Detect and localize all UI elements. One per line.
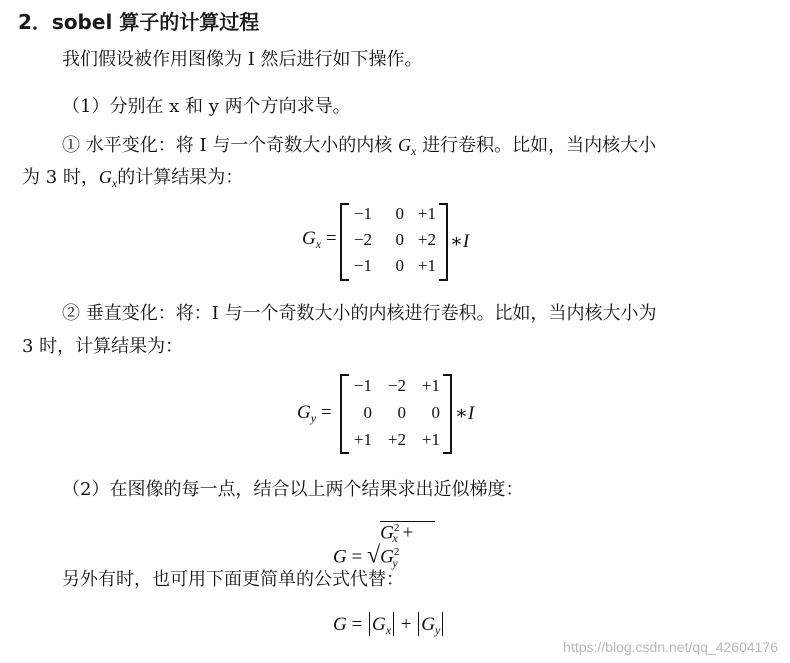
simpler-formula-paragraph: 另外有时，也可用下面更简单的公式代替： — [62, 569, 404, 590]
gradient-sqrt-formula: G = √ $G^2_x + G^2_y$ — [333, 522, 435, 571]
horizontal-change-text-2: 进行卷积。比如，当内核大小 — [422, 135, 657, 156]
matrix-cell: 0 — [431, 403, 440, 422]
gx-label: $G_x$ = — [302, 228, 337, 251]
gx-inline-symbol-2: $G_x$ — [98, 167, 118, 190]
gy-convolve-image: ∗I — [455, 403, 475, 424]
matrix-cell: +1 — [421, 430, 440, 449]
matrix-cell: −2 — [387, 376, 406, 395]
matrix-cell: −1 — [353, 204, 372, 223]
section-heading: 2．sobel 算子的计算过程 — [18, 10, 260, 34]
matrix-cell: +2 — [417, 230, 436, 249]
matrix-cell: 0 — [395, 256, 404, 275]
matrix-cell: 0 — [395, 230, 404, 249]
matrix-cell: 0 — [363, 403, 372, 422]
intro-paragraph: 我们假设被作用图像为 I 然后进行如下操作。 — [62, 49, 423, 70]
gradient-abs-formula: $G = G_x + G_y$ — [333, 612, 445, 638]
gy-matrix — [340, 374, 452, 454]
gy-label: $G_y$ = — [297, 402, 332, 425]
matrix-cell: −2 — [353, 230, 372, 249]
csdn-watermark: https://blog.csdn.net/qq_42604176 — [563, 639, 778, 655]
matrix-cell: 0 — [395, 204, 404, 223]
matrix-cell: +1 — [353, 430, 372, 449]
gx-inline-symbol: $G_x$ — [398, 135, 417, 158]
matrix-cell: +1 — [417, 204, 436, 223]
matrix-cell: +1 — [417, 256, 436, 275]
matrix-cell: −1 — [353, 256, 372, 275]
step-2-paragraph: （2）在图像的每一点，结合以上两个结果求出近似梯度： — [62, 479, 524, 500]
matrix-cell: +1 — [421, 376, 440, 395]
matrix-cell: 0 — [397, 403, 406, 422]
matrix-cell: +2 — [387, 430, 406, 449]
horizontal-change-line — [62, 133, 656, 163]
vertical-change-paragraph: ② 垂直变化：将：I 与一个奇数大小的内核进行卷积。比如，当内核大小为 — [62, 303, 657, 324]
kernel-size-line: 为 3 时，$G_x$的计算结果为： — [22, 167, 244, 190]
gx-matrix — [340, 203, 448, 281]
matrix-cell: −1 — [353, 376, 372, 395]
vertical-kernel-size-line: 3 时，计算结果为： — [22, 336, 184, 357]
horizontal-change-text: ① 水平变化：将 I 与一个奇数大小的内核 — [62, 135, 393, 156]
step-1-paragraph: （1）分别在 x 和 y 两个方向求导。 — [62, 96, 351, 117]
gx-convolve-image: ∗I — [450, 231, 470, 252]
